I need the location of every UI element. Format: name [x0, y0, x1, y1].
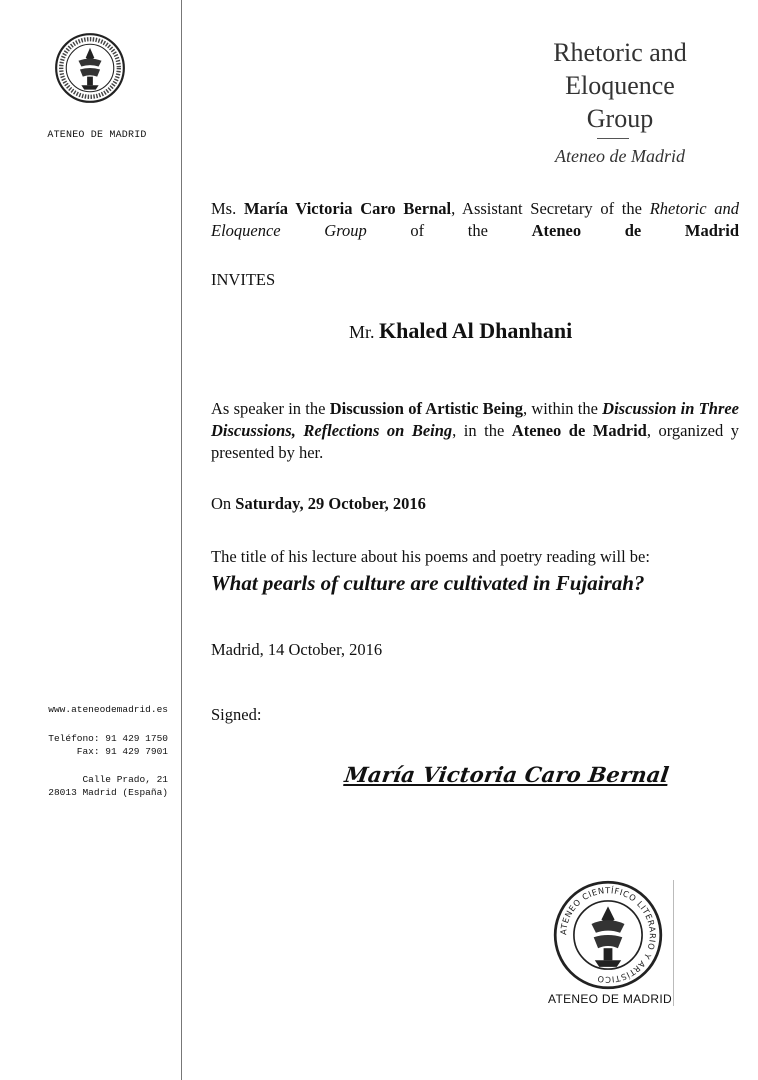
- role-text-2: , within the: [523, 399, 603, 418]
- phone-number: Teléfono: 91 429 1750: [48, 733, 168, 744]
- intro-paragraph: [211, 198, 739, 242]
- role-text-1: As speaker in the: [211, 399, 330, 418]
- discussion-name: Discussion of Artistic Being: [329, 399, 523, 418]
- ateneo-seal-top-icon: [54, 32, 126, 104]
- seal-label-top: ATENEO DE MADRID: [47, 130, 147, 141]
- address-line-1: Calle Prado, 21: [82, 774, 168, 785]
- group-title: [520, 36, 720, 135]
- intro-prefix: Ms.: [211, 199, 244, 218]
- address-line-2: 28013 Madrid (España): [48, 787, 168, 798]
- role-institution: Ateneo de Madrid: [511, 421, 647, 440]
- discussion-series: Discussion in Three Discussions, Reflections on Being: [211, 399, 740, 440]
- seal-side-line: [673, 880, 674, 1006]
- date-line: [211, 493, 739, 515]
- invites-label: INVITES: [211, 270, 276, 289]
- ateneo-seal-bottom-icon: [553, 880, 663, 990]
- title-rule: [597, 138, 629, 139]
- group-title-line3: Group: [586, 104, 654, 133]
- group-title-line2: Eloquence: [565, 71, 675, 100]
- group-title-line1: Rhetoric and: [553, 38, 687, 67]
- website-link[interactable]: www.ateneodemadrid.es: [48, 704, 168, 715]
- group-name: Rhetoric and Eloquence Group: [211, 199, 740, 240]
- lecture-intro: The title of his lecture about his poems and poetry reading will be:: [211, 547, 650, 566]
- group-subtitle: Ateneo de Madrid: [555, 146, 685, 166]
- sender-name: María Victoria Caro Bernal: [243, 199, 452, 218]
- invitee-prefix: Mr.: [349, 322, 380, 342]
- vertical-divider: [181, 0, 182, 1080]
- role-text-4: , organized y presented by her.: [211, 421, 739, 462]
- seal-label-bottom: ATENEO DE MADRID: [548, 992, 672, 1006]
- signed-label: Signed:: [211, 705, 262, 724]
- role-text-3: , in the: [452, 421, 512, 440]
- invitee-line: [349, 318, 572, 344]
- date-prefix: On: [211, 494, 236, 513]
- lecture-title: What pearls of culture are cultivated in Fujairah?: [211, 571, 645, 595]
- signature: María Victoria Caro Bernal: [343, 762, 671, 787]
- institution-name: Ateneo de Madrid: [531, 221, 739, 240]
- intro-mid: , Assistant Secretary of the: [451, 199, 650, 218]
- seal-ring-text: ATENEO CIENTÍFICO LITERARIO Y ARTÍSTICO: [558, 885, 658, 985]
- event-date: Saturday, 29 October, 2016: [235, 494, 426, 513]
- role-paragraph: [211, 398, 739, 464]
- intro-mid2: of the: [366, 221, 532, 240]
- place-date: Madrid, 14 October, 2016: [211, 640, 383, 659]
- invitee-name: Khaled Al Dhanhani: [379, 318, 573, 343]
- fax-number: Fax: 91 429 7901: [76, 746, 168, 757]
